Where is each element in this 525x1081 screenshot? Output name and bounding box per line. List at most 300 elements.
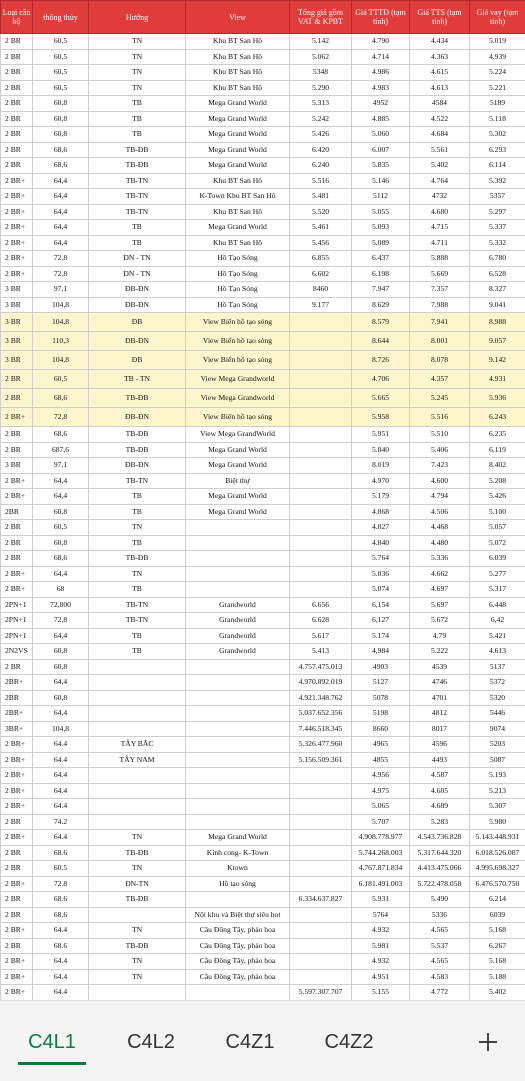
- cell-total-price[interactable]: [290, 442, 352, 458]
- cell-view[interactable]: [186, 721, 290, 737]
- tab-c4z2[interactable]: C4Z2: [301, 1019, 397, 1065]
- cell-area[interactable]: 64.4: [33, 783, 89, 799]
- cell-unit-type[interactable]: 2 BR: [1, 535, 33, 551]
- cell-view[interactable]: Ktown: [186, 861, 290, 877]
- cell-direction[interactable]: ĐB-ĐN: [89, 408, 186, 427]
- cell-direction[interactable]: TB: [89, 628, 186, 644]
- cell-price-loan[interactable]: 5.302: [470, 127, 525, 143]
- cell-view[interactable]: Mega Grand World: [186, 127, 290, 143]
- cell-direction[interactable]: TN: [89, 65, 186, 81]
- cell-total-price[interactable]: 5.242: [290, 111, 352, 127]
- cell-price-early[interactable]: 4.543.736.828: [410, 830, 470, 846]
- cell-price-standard[interactable]: 5198: [352, 706, 410, 722]
- cell-unit-type[interactable]: 3BR+: [1, 721, 33, 737]
- cell-unit-type[interactable]: 2 BR: [1, 389, 33, 408]
- cell-price-early[interactable]: 4584: [410, 96, 470, 112]
- cell-price-standard[interactable]: 4.868: [352, 504, 410, 520]
- cell-price-early[interactable]: 4.662: [410, 566, 470, 582]
- cell-unit-type[interactable]: 2 BR: [1, 427, 33, 443]
- cell-area[interactable]: 64,4: [33, 628, 89, 644]
- tab-c4l2[interactable]: C4L2: [103, 1019, 199, 1065]
- cell-area[interactable]: 64,4: [33, 173, 89, 189]
- cell-direction[interactable]: TB-TN: [89, 597, 186, 613]
- cell-unit-type[interactable]: 2 BR: [1, 370, 33, 389]
- cell-view[interactable]: [186, 582, 290, 598]
- cell-price-standard[interactable]: 5.981: [352, 938, 410, 954]
- cell-area[interactable]: 97,1: [33, 458, 89, 474]
- cell-area[interactable]: 64,4: [33, 235, 89, 251]
- cell-price-early[interactable]: 4.565: [410, 923, 470, 939]
- cell-price-early[interactable]: 5.406: [410, 442, 470, 458]
- cell-view[interactable]: [186, 892, 290, 908]
- cell-unit-type[interactable]: 2 BR+: [1, 235, 33, 251]
- cell-view[interactable]: Cầu Đông Tây, pháo hoa: [186, 938, 290, 954]
- cell-price-early[interactable]: 5.697: [410, 597, 470, 613]
- cell-total-price[interactable]: [290, 814, 352, 830]
- cell-unit-type[interactable]: 2 BR: [1, 80, 33, 96]
- cell-view[interactable]: Cầu Đông Tây, pháo hoa: [186, 969, 290, 985]
- cell-view[interactable]: Mega Grand World: [186, 158, 290, 174]
- cell-price-loan[interactable]: 8.327: [470, 282, 525, 298]
- cell-price-loan[interactable]: 5.426: [470, 489, 525, 505]
- cell-price-early[interactable]: 4701: [410, 690, 470, 706]
- cell-total-price[interactable]: [290, 504, 352, 520]
- cell-direction[interactable]: ĐB-ĐN: [89, 297, 186, 313]
- cell-total-price[interactable]: [290, 351, 352, 370]
- cell-direction[interactable]: TB-ĐB: [89, 551, 186, 567]
- cell-price-standard[interactable]: 6.437: [352, 251, 410, 267]
- cell-price-standard[interactable]: 5.665: [352, 389, 410, 408]
- cell-unit-type[interactable]: 2 BR+: [1, 954, 33, 970]
- cell-price-early[interactable]: 5.402: [410, 158, 470, 174]
- cell-area[interactable]: 68.6: [33, 938, 89, 954]
- cell-area[interactable]: 60,8: [33, 504, 89, 520]
- cell-area[interactable]: 72,8: [33, 266, 89, 282]
- cell-price-loan[interactable]: 5.297: [470, 204, 525, 220]
- cell-total-price[interactable]: [290, 520, 352, 536]
- cell-direction[interactable]: TN: [89, 861, 186, 877]
- cell-area[interactable]: 72,8: [33, 613, 89, 629]
- cell-area[interactable]: 64,4: [33, 204, 89, 220]
- cell-price-standard[interactable]: 8.019: [352, 458, 410, 474]
- cell-price-loan[interactable]: 6.039: [470, 551, 525, 567]
- tab-c4l1[interactable]: C4L1: [4, 1019, 100, 1065]
- cell-unit-type[interactable]: 2 BR+: [1, 737, 33, 753]
- cell-area[interactable]: 60,5: [33, 80, 89, 96]
- cell-direction[interactable]: [89, 985, 186, 1001]
- cell-unit-type[interactable]: 2BR: [1, 690, 33, 706]
- cell-area[interactable]: 64.4: [33, 954, 89, 970]
- cell-total-price[interactable]: [290, 332, 352, 351]
- cell-unit-type[interactable]: 2PN+1: [1, 628, 33, 644]
- cell-area[interactable]: 72,8: [33, 408, 89, 427]
- cell-price-standard[interactable]: 4965: [352, 737, 410, 753]
- cell-direction[interactable]: TB-TN: [89, 613, 186, 629]
- cell-price-standard[interactable]: 6.007: [352, 142, 410, 158]
- cell-unit-type[interactable]: 2 BR+: [1, 582, 33, 598]
- cell-direction[interactable]: TÂY NAM: [89, 752, 186, 768]
- cell-direction[interactable]: TB-TN: [89, 189, 186, 205]
- cell-view[interactable]: Cầu Đông Tây, pháo hoa: [186, 954, 290, 970]
- cell-direction[interactable]: ĐB-ĐN: [89, 458, 186, 474]
- cell-view[interactable]: [186, 783, 290, 799]
- cell-price-loan[interactable]: 6.780: [470, 251, 525, 267]
- cell-direction[interactable]: TÂY BẮC: [89, 737, 186, 753]
- cell-total-price[interactable]: 5.481: [290, 189, 352, 205]
- cell-price-loan[interactable]: 5189: [470, 96, 525, 112]
- cell-total-price[interactable]: 5.456: [290, 235, 352, 251]
- cell-total-price[interactable]: [290, 938, 352, 954]
- cell-price-standard[interactable]: 5.951: [352, 427, 410, 443]
- cell-unit-type[interactable]: 2 BR: [1, 442, 33, 458]
- cell-total-price[interactable]: [290, 408, 352, 427]
- cell-total-price[interactable]: [290, 551, 352, 567]
- cell-view[interactable]: [186, 737, 290, 753]
- cell-price-loan[interactable]: 5.188: [470, 969, 525, 985]
- cell-direction[interactable]: TB-TN: [89, 473, 186, 489]
- cell-view[interactable]: View Mega GrandWorld: [186, 427, 290, 443]
- cell-direction[interactable]: ĐN - TN: [89, 251, 186, 267]
- cell-area[interactable]: 68,6: [33, 389, 89, 408]
- cell-price-loan[interactable]: 6.448: [470, 597, 525, 613]
- cell-price-loan[interactable]: 4.939: [470, 49, 525, 65]
- cell-price-early[interactable]: 7.941: [410, 313, 470, 332]
- cell-total-price[interactable]: 5.520: [290, 204, 352, 220]
- header-price-loan[interactable]: Giá vay (tạm tính): [470, 1, 525, 34]
- cell-view[interactable]: Nội khu và Biệt thự siêu hot: [186, 907, 290, 923]
- cell-direction[interactable]: ĐB-ĐN: [89, 332, 186, 351]
- cell-price-loan[interactable]: 4.613: [470, 644, 525, 660]
- cell-total-price[interactable]: 6.602: [290, 266, 352, 282]
- cell-price-loan[interactable]: 5320: [470, 690, 525, 706]
- cell-view[interactable]: [186, 706, 290, 722]
- cell-unit-type[interactable]: 2 BR: [1, 65, 33, 81]
- cell-price-loan[interactable]: 6.243: [470, 408, 525, 427]
- cell-total-price[interactable]: 5.037.652.356: [290, 706, 352, 722]
- cell-area[interactable]: 60,5: [33, 370, 89, 389]
- cell-unit-type[interactable]: 2 BR+: [1, 768, 33, 784]
- cell-direction[interactable]: [89, 768, 186, 784]
- cell-direction[interactable]: TN: [89, 49, 186, 65]
- cell-direction[interactable]: [89, 814, 186, 830]
- cell-area[interactable]: 72,800: [33, 597, 89, 613]
- cell-unit-type[interactable]: 3 BR: [1, 351, 33, 370]
- cell-price-loan[interactable]: 5.277: [470, 566, 525, 582]
- header-total-price[interactable]: Tổng giá gồm VAT & KPBT: [290, 1, 352, 34]
- cell-price-loan[interactable]: 5.224: [470, 65, 525, 81]
- cell-unit-type[interactable]: 2PN+1: [1, 613, 33, 629]
- cell-price-early[interactable]: 8017: [410, 721, 470, 737]
- cell-direction[interactable]: TB: [89, 489, 186, 505]
- cell-unit-type[interactable]: 2 BR: [1, 111, 33, 127]
- cell-price-early[interactable]: 8.001: [410, 332, 470, 351]
- cell-price-standard[interactable]: 8660: [352, 721, 410, 737]
- cell-price-loan[interactable]: 5.332: [470, 235, 525, 251]
- cell-price-early[interactable]: 4.697: [410, 582, 470, 598]
- cell-unit-type[interactable]: 2 BR: [1, 938, 33, 954]
- cell-total-price[interactable]: [290, 473, 352, 489]
- cell-price-standard[interactable]: 5.036: [352, 566, 410, 582]
- cell-total-price[interactable]: 8460: [290, 282, 352, 298]
- cell-view[interactable]: Mega Grand World: [186, 220, 290, 236]
- cell-total-price[interactable]: 5.156.509.361: [290, 752, 352, 768]
- cell-direction[interactable]: TB-ĐB: [89, 389, 186, 408]
- cell-view[interactable]: [186, 752, 290, 768]
- cell-price-loan[interactable]: 5.980: [470, 814, 525, 830]
- cell-direction[interactable]: TB - TN: [89, 370, 186, 389]
- cell-price-early[interactable]: 4.613: [410, 80, 470, 96]
- cell-area[interactable]: 64,4: [33, 706, 89, 722]
- cell-price-loan[interactable]: 5.317: [470, 582, 525, 598]
- cell-price-early[interactable]: 4.468: [410, 520, 470, 536]
- cell-area[interactable]: 687,6: [33, 442, 89, 458]
- cell-unit-type[interactable]: 2 BR+: [1, 969, 33, 985]
- cell-area[interactable]: 64.4: [33, 985, 89, 1001]
- cell-direction[interactable]: TB: [89, 582, 186, 598]
- cell-price-early[interactable]: 4746: [410, 675, 470, 691]
- header-area[interactable]: thông thủy: [33, 1, 89, 34]
- cell-total-price[interactable]: 5.142: [290, 34, 352, 50]
- cell-price-standard[interactable]: 4.986: [352, 65, 410, 81]
- cell-price-standard[interactable]: 4.951: [352, 969, 410, 985]
- cell-price-early[interactable]: 4.357: [410, 370, 470, 389]
- cell-area[interactable]: 68,6: [33, 907, 89, 923]
- cell-price-early[interactable]: 7.357: [410, 282, 470, 298]
- cell-price-standard[interactable]: 5078: [352, 690, 410, 706]
- cell-price-loan[interactable]: 5.143.448.931: [470, 830, 525, 846]
- cell-unit-type[interactable]: 2N2VS: [1, 644, 33, 660]
- cell-unit-type[interactable]: 3 BR: [1, 458, 33, 474]
- cell-price-standard[interactable]: 5.074: [352, 582, 410, 598]
- cell-view[interactable]: Hồ tạo sóng: [186, 876, 290, 892]
- cell-area[interactable]: 64.4: [33, 969, 89, 985]
- cell-view[interactable]: Hồ Tạo Sóng: [186, 251, 290, 267]
- cell-direction[interactable]: [89, 799, 186, 815]
- cell-total-price[interactable]: [290, 389, 352, 408]
- cell-price-loan[interactable]: 9.041: [470, 297, 525, 313]
- cell-price-standard[interactable]: 5.931: [352, 892, 410, 908]
- cell-price-early[interactable]: 5.490: [410, 892, 470, 908]
- cell-price-early[interactable]: 4596: [410, 737, 470, 753]
- cell-area[interactable]: 64.4: [33, 768, 89, 784]
- cell-price-early[interactable]: 5.317.644.320: [410, 845, 470, 861]
- cell-total-price[interactable]: 5.062: [290, 49, 352, 65]
- cell-price-early[interactable]: 5.672: [410, 613, 470, 629]
- cell-price-early[interactable]: 4.565: [410, 954, 470, 970]
- cell-price-standard[interactable]: 5.065: [352, 799, 410, 815]
- plus-icon[interactable]: [473, 1027, 503, 1057]
- cell-unit-type[interactable]: 2 BR+: [1, 783, 33, 799]
- cell-direction[interactable]: TB: [89, 96, 186, 112]
- cell-price-loan[interactable]: 6.267: [470, 938, 525, 954]
- cell-price-standard[interactable]: 5.707: [352, 814, 410, 830]
- cell-direction[interactable]: [89, 721, 186, 737]
- cell-price-early[interactable]: 5.888: [410, 251, 470, 267]
- cell-price-standard[interactable]: 5.835: [352, 158, 410, 174]
- cell-area[interactable]: 64.4: [33, 923, 89, 939]
- cell-area[interactable]: 104,8: [33, 313, 89, 332]
- cell-area[interactable]: 74.2: [33, 814, 89, 830]
- cell-unit-type[interactable]: 2 BR: [1, 49, 33, 65]
- cell-price-standard[interactable]: 5127: [352, 675, 410, 691]
- cell-price-loan[interactable]: 5.168: [470, 923, 525, 939]
- cell-total-price[interactable]: 6.628: [290, 613, 352, 629]
- cell-view[interactable]: [186, 520, 290, 536]
- cell-view[interactable]: Mega Grand World: [186, 96, 290, 112]
- cell-view[interactable]: Mega Grand World: [186, 458, 290, 474]
- cell-view[interactable]: Khu BT San Hô: [186, 204, 290, 220]
- cell-area[interactable]: 64,4: [33, 489, 89, 505]
- cell-price-loan[interactable]: 5.019: [470, 34, 525, 50]
- cell-area[interactable]: 64.4: [33, 830, 89, 846]
- cell-view[interactable]: Mega Grand World: [186, 489, 290, 505]
- cell-price-early[interactable]: 4.587: [410, 768, 470, 784]
- cell-direction[interactable]: TB-ĐB: [89, 427, 186, 443]
- cell-direction[interactable]: ĐN-TN: [89, 876, 186, 892]
- cell-price-loan[interactable]: 6039: [470, 907, 525, 923]
- cell-price-early[interactable]: 4.434: [410, 34, 470, 50]
- cell-unit-type[interactable]: 2 BR: [1, 814, 33, 830]
- cell-total-price[interactable]: 4.921.348.762: [290, 690, 352, 706]
- cell-area[interactable]: 68,6: [33, 158, 89, 174]
- cell-view[interactable]: Khu BT San Hô: [186, 49, 290, 65]
- cell-price-standard[interactable]: 5.179: [352, 489, 410, 505]
- cell-view[interactable]: Grandworld: [186, 644, 290, 660]
- cell-unit-type[interactable]: 2BR+: [1, 706, 33, 722]
- cell-view[interactable]: Biệt thự: [186, 473, 290, 489]
- cell-view[interactable]: View Biển hồ tạo sóng: [186, 332, 290, 351]
- cell-unit-type[interactable]: 2 BR: [1, 127, 33, 143]
- cell-price-standard[interactable]: 5.093: [352, 220, 410, 236]
- cell-price-early[interactable]: 5336: [410, 907, 470, 923]
- cell-price-early[interactable]: 4.715: [410, 220, 470, 236]
- cell-price-standard[interactable]: 5.764: [352, 551, 410, 567]
- cell-price-early[interactable]: 4.772: [410, 985, 470, 1001]
- cell-price-loan[interactable]: 4.931: [470, 370, 525, 389]
- cell-view[interactable]: Mega Grand World: [186, 830, 290, 846]
- cell-price-standard[interactable]: 4.956: [352, 768, 410, 784]
- cell-price-loan[interactable]: 4.995.698.327: [470, 861, 525, 877]
- header-price-early[interactable]: Giá TTS (tạm tính): [410, 1, 470, 34]
- cell-unit-type[interactable]: 2 BR: [1, 551, 33, 567]
- cell-price-standard[interactable]: 5.060: [352, 127, 410, 143]
- cell-price-loan[interactable]: 5.213: [470, 783, 525, 799]
- cell-unit-type[interactable]: 2 BR+: [1, 876, 33, 892]
- cell-view[interactable]: Mega Grand World: [186, 111, 290, 127]
- cell-total-price[interactable]: 5348: [290, 65, 352, 81]
- cell-area[interactable]: 64.4: [33, 737, 89, 753]
- cell-price-standard[interactable]: 5.174: [352, 628, 410, 644]
- cell-direction[interactable]: TN: [89, 34, 186, 50]
- cell-direction[interactable]: [89, 659, 186, 675]
- cell-unit-type[interactable]: 2 BR+: [1, 251, 33, 267]
- cell-area[interactable]: 60,8: [33, 111, 89, 127]
- cell-direction[interactable]: TB-TN: [89, 204, 186, 220]
- cell-price-early[interactable]: 4.363: [410, 49, 470, 65]
- cell-price-early[interactable]: 4.684: [410, 127, 470, 143]
- cell-direction[interactable]: ĐN - TN: [89, 266, 186, 282]
- cell-total-price[interactable]: [290, 566, 352, 582]
- cell-total-price[interactable]: [290, 799, 352, 815]
- cell-area[interactable]: 68.6: [33, 892, 89, 908]
- cell-price-standard[interactable]: 4.790: [352, 34, 410, 50]
- cell-view[interactable]: Grandworld: [186, 628, 290, 644]
- cell-total-price[interactable]: [290, 535, 352, 551]
- cell-direction[interactable]: TB-ĐB: [89, 938, 186, 954]
- cell-total-price[interactable]: 5.290: [290, 80, 352, 96]
- cell-unit-type[interactable]: 2 BR: [1, 659, 33, 675]
- cell-direction[interactable]: TN: [89, 520, 186, 536]
- cell-unit-type[interactable]: 2 BR: [1, 907, 33, 923]
- cell-price-standard[interactable]: 4.767.871.834: [352, 861, 410, 877]
- cell-direction[interactable]: TN: [89, 969, 186, 985]
- cell-price-early[interactable]: 4493: [410, 752, 470, 768]
- cell-area[interactable]: 60,8: [33, 644, 89, 660]
- cell-price-standard[interactable]: 5.155: [352, 985, 410, 1001]
- cell-area[interactable]: 68.6: [33, 845, 89, 861]
- cell-area[interactable]: 64.4: [33, 799, 89, 815]
- cell-unit-type[interactable]: 2 BR: [1, 861, 33, 877]
- cell-area[interactable]: 60,8: [33, 127, 89, 143]
- cell-price-early[interactable]: 4.794: [410, 489, 470, 505]
- cell-view[interactable]: Khu BT San Hô: [186, 65, 290, 81]
- cell-price-standard[interactable]: 4855: [352, 752, 410, 768]
- cell-price-loan[interactable]: 5.337: [470, 220, 525, 236]
- cell-area[interactable]: 110,3: [33, 332, 89, 351]
- cell-price-loan[interactable]: 5.057: [470, 520, 525, 536]
- cell-price-loan[interactable]: 5.421: [470, 628, 525, 644]
- cell-price-loan[interactable]: 9.142: [470, 351, 525, 370]
- cell-view[interactable]: [186, 814, 290, 830]
- cell-view[interactable]: Mega Grand World: [186, 442, 290, 458]
- cell-view[interactable]: Khu BT San Hô: [186, 34, 290, 50]
- cell-area[interactable]: 64,4: [33, 220, 89, 236]
- cell-price-standard[interactable]: 5112: [352, 189, 410, 205]
- cell-price-standard[interactable]: 4.970: [352, 473, 410, 489]
- cell-price-early[interactable]: 7.423: [410, 458, 470, 474]
- cell-total-price[interactable]: 6.420: [290, 142, 352, 158]
- cell-area[interactable]: 60,5: [33, 34, 89, 50]
- cell-unit-type[interactable]: 2 BR+: [1, 408, 33, 427]
- cell-price-loan[interactable]: 5357: [470, 189, 525, 205]
- cell-total-price[interactable]: 5.426: [290, 127, 352, 143]
- cell-view[interactable]: Hồ Tạo Sóng: [186, 266, 290, 282]
- cell-area[interactable]: 60,8: [33, 659, 89, 675]
- cell-direction[interactable]: TB: [89, 127, 186, 143]
- cell-price-loan[interactable]: 8.988: [470, 313, 525, 332]
- cell-price-standard[interactable]: 8.726: [352, 351, 410, 370]
- cell-area[interactable]: 60.5: [33, 861, 89, 877]
- cell-price-standard[interactable]: 4.827: [352, 520, 410, 536]
- cell-direction[interactable]: [89, 690, 186, 706]
- cell-area[interactable]: 60,5: [33, 49, 89, 65]
- cell-price-loan[interactable]: 9.057: [470, 332, 525, 351]
- cell-unit-type[interactable]: 2PN+1: [1, 597, 33, 613]
- cell-price-standard[interactable]: 8.579: [352, 313, 410, 332]
- cell-price-loan[interactable]: 5.193: [470, 768, 525, 784]
- cell-price-loan[interactable]: 5137: [470, 659, 525, 675]
- cell-direction[interactable]: TB-ĐB: [89, 892, 186, 908]
- cell-total-price[interactable]: 5.461: [290, 220, 352, 236]
- cell-direction[interactable]: TN: [89, 566, 186, 582]
- cell-price-standard[interactable]: 4903: [352, 659, 410, 675]
- cell-total-price[interactable]: 6.656: [290, 597, 352, 613]
- cell-total-price[interactable]: 7.446.518.345: [290, 721, 352, 737]
- cell-price-standard[interactable]: 4952: [352, 96, 410, 112]
- cell-total-price[interactable]: [290, 923, 352, 939]
- cell-view[interactable]: [186, 551, 290, 567]
- cell-total-price[interactable]: [290, 969, 352, 985]
